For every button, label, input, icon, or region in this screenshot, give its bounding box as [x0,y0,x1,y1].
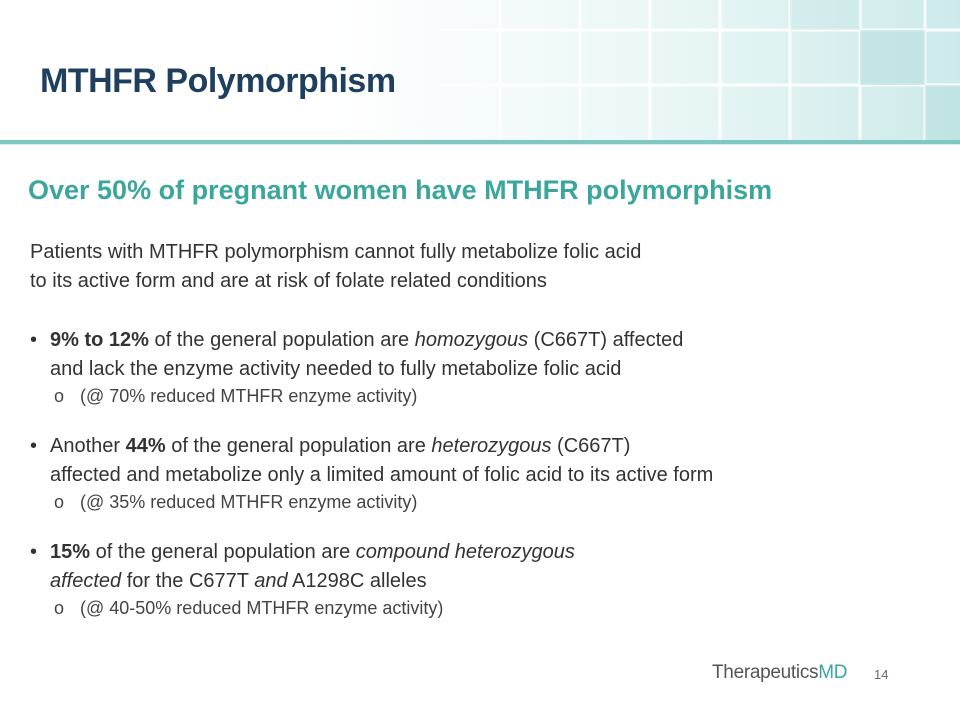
header-divider-shadow [0,144,960,145]
sub-bullet-marker: o [54,492,65,512]
bullet-3-line-2-italic: affected [50,570,122,592]
logo-text-md: MD [818,662,848,683]
bullet-list [30,326,930,620]
sub-bullet-3-text: (@ 40-50% reduced MTHFR enzyme activity) [80,598,444,618]
header-band [0,0,960,140]
bullet-2-text: of the general population are [165,435,432,457]
bullet-item-heterozygous [30,432,930,490]
company-logo [712,662,847,684]
sub-bullet-marker: o [54,598,65,618]
bullet-3-italic: compound heterozygous [355,541,575,563]
bullet-3-bold: 15% [50,541,91,563]
bullet-1-text: of the general population are [148,329,415,351]
intro-line-1: Patients with MTHFR polymorphism cannot fully metabolize folic acid [30,241,642,263]
page-title: MTHFR Polymorphism [40,62,396,100]
bullet-3-text: of the general population are [90,541,356,563]
spacer [30,408,930,432]
slide-subtitle: Over 50% of pregnant women have MTHFR polymorphism [28,175,773,205]
bullet-item-compound [30,538,930,596]
bullet-dot: • [30,541,38,563]
bullet-1-bold: 9% to 12% [50,329,149,351]
spacer [30,514,930,538]
sub-bullet-compound [30,596,930,620]
sub-bullet-1-text: (@ 70% reduced MTHFR enzyme activity) [80,386,418,406]
bullet-dot: • [30,435,38,457]
bullet-2-line-2: affected and metabolize only a limited amount of folic acid to its active form [50,464,714,486]
bullet-1-text-end: (C667T) affected [528,329,684,351]
bullet-item-homozygous [30,326,930,384]
bullet-1-italic: homozygous [414,329,529,351]
bullet-2-bold: 44% [125,435,166,457]
bullet-2-text-end: (C667T) [551,435,631,457]
bullet-3-line-2-and: and [254,570,288,592]
sub-bullet-heterozygous [30,490,930,514]
bullet-dot: • [30,329,38,351]
sub-bullet-marker: o [54,386,65,406]
bullet-3-line-2-text-end: A1298C alleles [287,570,427,592]
logo-text-main: Therapeutics [712,662,819,683]
bullet-3-line-2-text: for the C677T [121,570,255,592]
page-number: 14 [874,667,889,682]
bullet-1-line-2: and lack the enzyme activity needed to fully metabolize folic acid [50,358,622,380]
bullet-2-italic: heterozygous [431,435,552,457]
sub-bullet-2-text: (@ 35% reduced MTHFR enzyme activity) [80,492,418,512]
intro-paragraph [30,238,910,296]
intro-line-2: to its active form and are at risk of folate related conditions [30,270,547,292]
sub-bullet-homozygous [30,384,930,408]
bullet-2-prefix: Another [50,435,126,457]
